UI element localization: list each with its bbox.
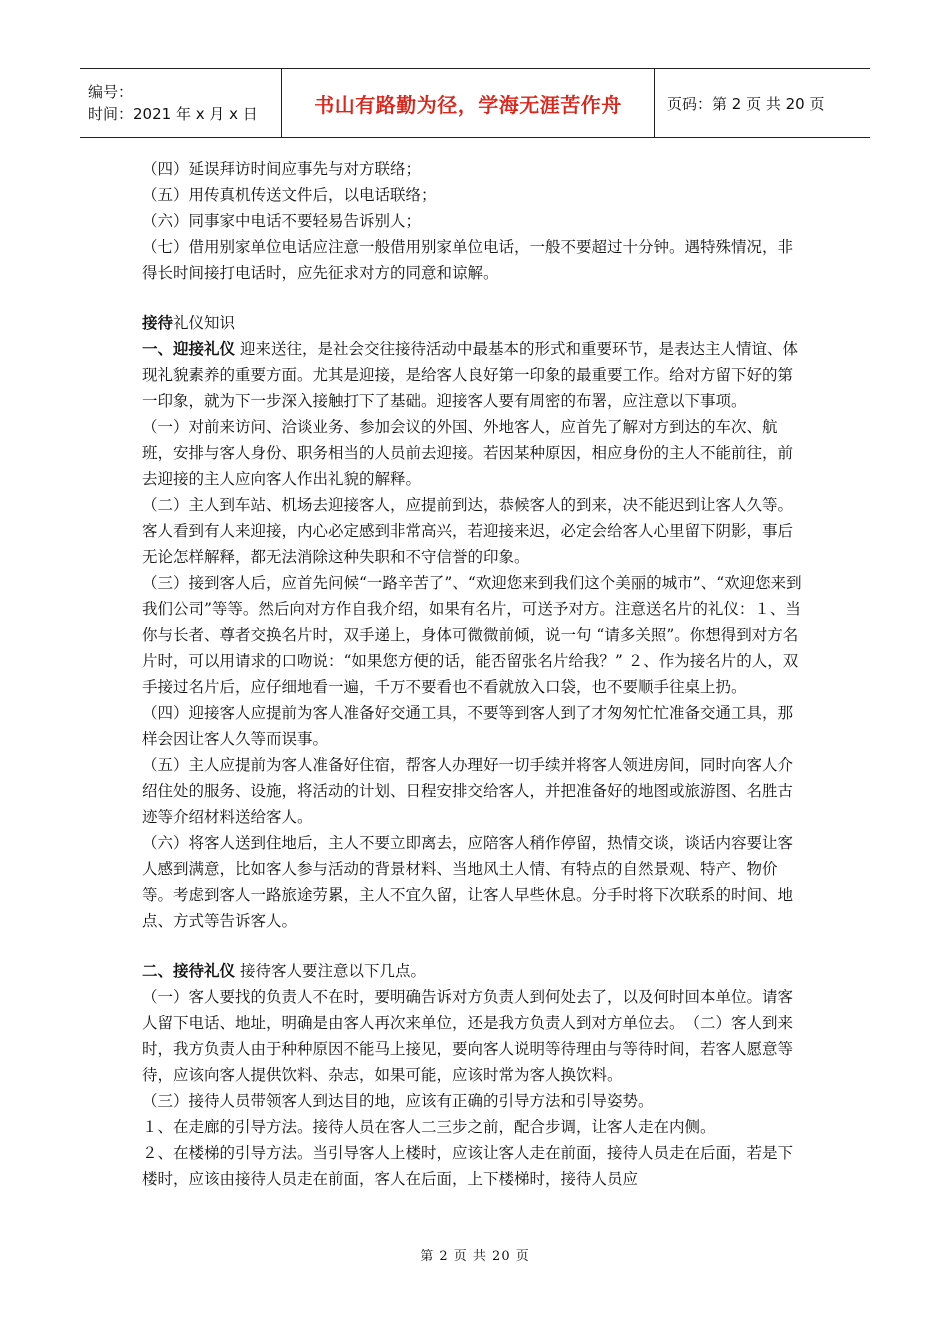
section-title (142, 310, 808, 336)
spacer (142, 286, 808, 310)
page-header (80, 68, 870, 138)
document-number-label: 编号： (88, 83, 134, 101)
reception-heading: 二、接待礼仪 (142, 961, 236, 980)
reception-intro-paragraph (142, 958, 808, 984)
reception-item: （三）接待人员带领客人到达目的地，应该有正确的引导方法和引导姿势。 (142, 1092, 654, 1110)
intro-item: （四）延误拜访时间应事先与对方联络； (142, 160, 422, 178)
spacer (142, 934, 808, 958)
intro-item: （六）同事家中电话不要轻易告诉别人； (142, 212, 422, 230)
section-title-rest: 礼仪知识 (173, 314, 236, 332)
welcome-item: （三）接到客人后，应首先问候“一路辛苦了”、“欢迎您来到我们这个美丽的城市”、“欢迎您来到我们公司”等等。然后向对方作自我介绍，如果有名片，可送予对方。注意送名片的礼仪：１、当你与长者、尊者交换名片时，双手递上，身体可微微前倾，说一句 “请多关照”。你想得到对方名片时，可以用请求的口吻说：“如果您方便的话，能否留张名片给我？” ２、作为接名片的人，双手接过名片后，应仔细地看一遍，千万不要看也不看就放入口袋，也不要顺手往桌上扔。 (142, 574, 802, 696)
welcome-item: （五）主人应提前为客人准备好住宿，帮客人办理好一切手续并将客人领进房间，同时向客人介绍住处的服务、设施，将活动的计划、日程安排交给客人，并把准备好的地图或旅游图、名胜古迹等介绍材料送给客人。 (142, 756, 794, 826)
page-footer: 第 2 页 共 20 页 (420, 1249, 530, 1264)
reception-item: ２、在楼梯的引导方法。当引导客人上楼时，应该让客人走在前面，接待人员走在后面，若是下楼时，应该由接待人员走在前面，客人在后面，上下楼梯时，接待人员应 (142, 1144, 794, 1188)
welcome-item: （二）主人到车站、机场去迎接客人，应提前到达，恭候客人的到来，决不能迟到让客人久等。客人看到有人来迎接，内心必定感到非常高兴，若迎接来迟，必定会给客人心里留下阴影，事后无论怎样解释，都无法消除这种失职和不守信誉的印象。 (142, 496, 794, 566)
welcome-heading: 一、迎接礼仪 (142, 339, 236, 358)
intro-item: （七）借用别家单位电话应注意一般借用别家单位电话，一般不要超过十分钟。遇特殊情况，非得长时间接打电话时，应先征求对方的同意和谅解。 (142, 238, 794, 282)
header-page-info-cell (655, 69, 870, 137)
reception-item: （一）客人要找的负责人不在时，要明确告诉对方负责人到何处去了，以及何时回本单位。请客人留下电话、地址，明确是由客人再次来单位，还是我方负责人到对方单位去。 （二）客人到来时，我方负责人由于种种原因不能马上接见，要向客人说明等待理由与等待时间，若客人愿意等待，应该向客人提供饮料、杂志，如果可能，应该时常为客人换饮料。 (142, 988, 794, 1084)
welcome-item: （一）对前来访问、洽谈业务、参加会议的外国、外地客人，应首先了解对方到达的车次、航班，安排与客人身份、职务相当的人员前去迎接。若因某种原因，相应身份的主人不能前往，前去迎接的主人应向客人作出礼貌的解释。 (142, 418, 794, 488)
document-date: 时间：2021 年 x 月 x 日 (88, 105, 258, 123)
welcome-intro-paragraph (142, 336, 808, 414)
welcome-intro-text: 迎来送往，是社会交往接待活动中最基本的形式和重要环节，是表达主人情谊、体现礼貌素养的重要方面。尤其是迎接，是给客人良好第一印象的最重要工作。给对方留下好的第一印象，就为下一步深入接触打下了基础。迎接客人要有周密的布署，应注意以下事项。 (142, 340, 798, 410)
section-title-bold: 接待 (142, 313, 174, 332)
header-meta (80, 69, 282, 137)
header-motto-cell (282, 69, 655, 137)
header-page-info: 页码：第 2 页 共 20 页 (667, 94, 825, 113)
welcome-item: （四）迎接客人应提前为客人准备好交通工具，不要等到客人到了才匆匆忙忙准备交通工具，那样会因让客人久等而误事。 (142, 704, 794, 748)
reception-item: １、在走廊的引导方法。接待人员在客人二三步之前，配合步调，让客人走在内侧。 (142, 1118, 716, 1136)
welcome-item: （六）将客人送到住地后，主人不要立即离去，应陪客人稍作停留，热情交谈，谈话内容要让客人感到满意，比如客人参与活动的背景材料、当地风土人情、有特点的自然景观、特产、物价等。考虑到客人一路旅途劳累，主人不宜久留，让客人早些休息。分手时将下次联系的时间、地点、方式等告诉客人。 (142, 834, 794, 930)
header-motto: 书山有路勤为径，学海无涯苦作舟 (314, 92, 622, 117)
reception-intro-text: 接待客人要注意以下几点。 (235, 962, 426, 980)
document-body (142, 156, 808, 1192)
intro-item: （五）用传真机传送文件后，以电话联络； (142, 186, 437, 204)
